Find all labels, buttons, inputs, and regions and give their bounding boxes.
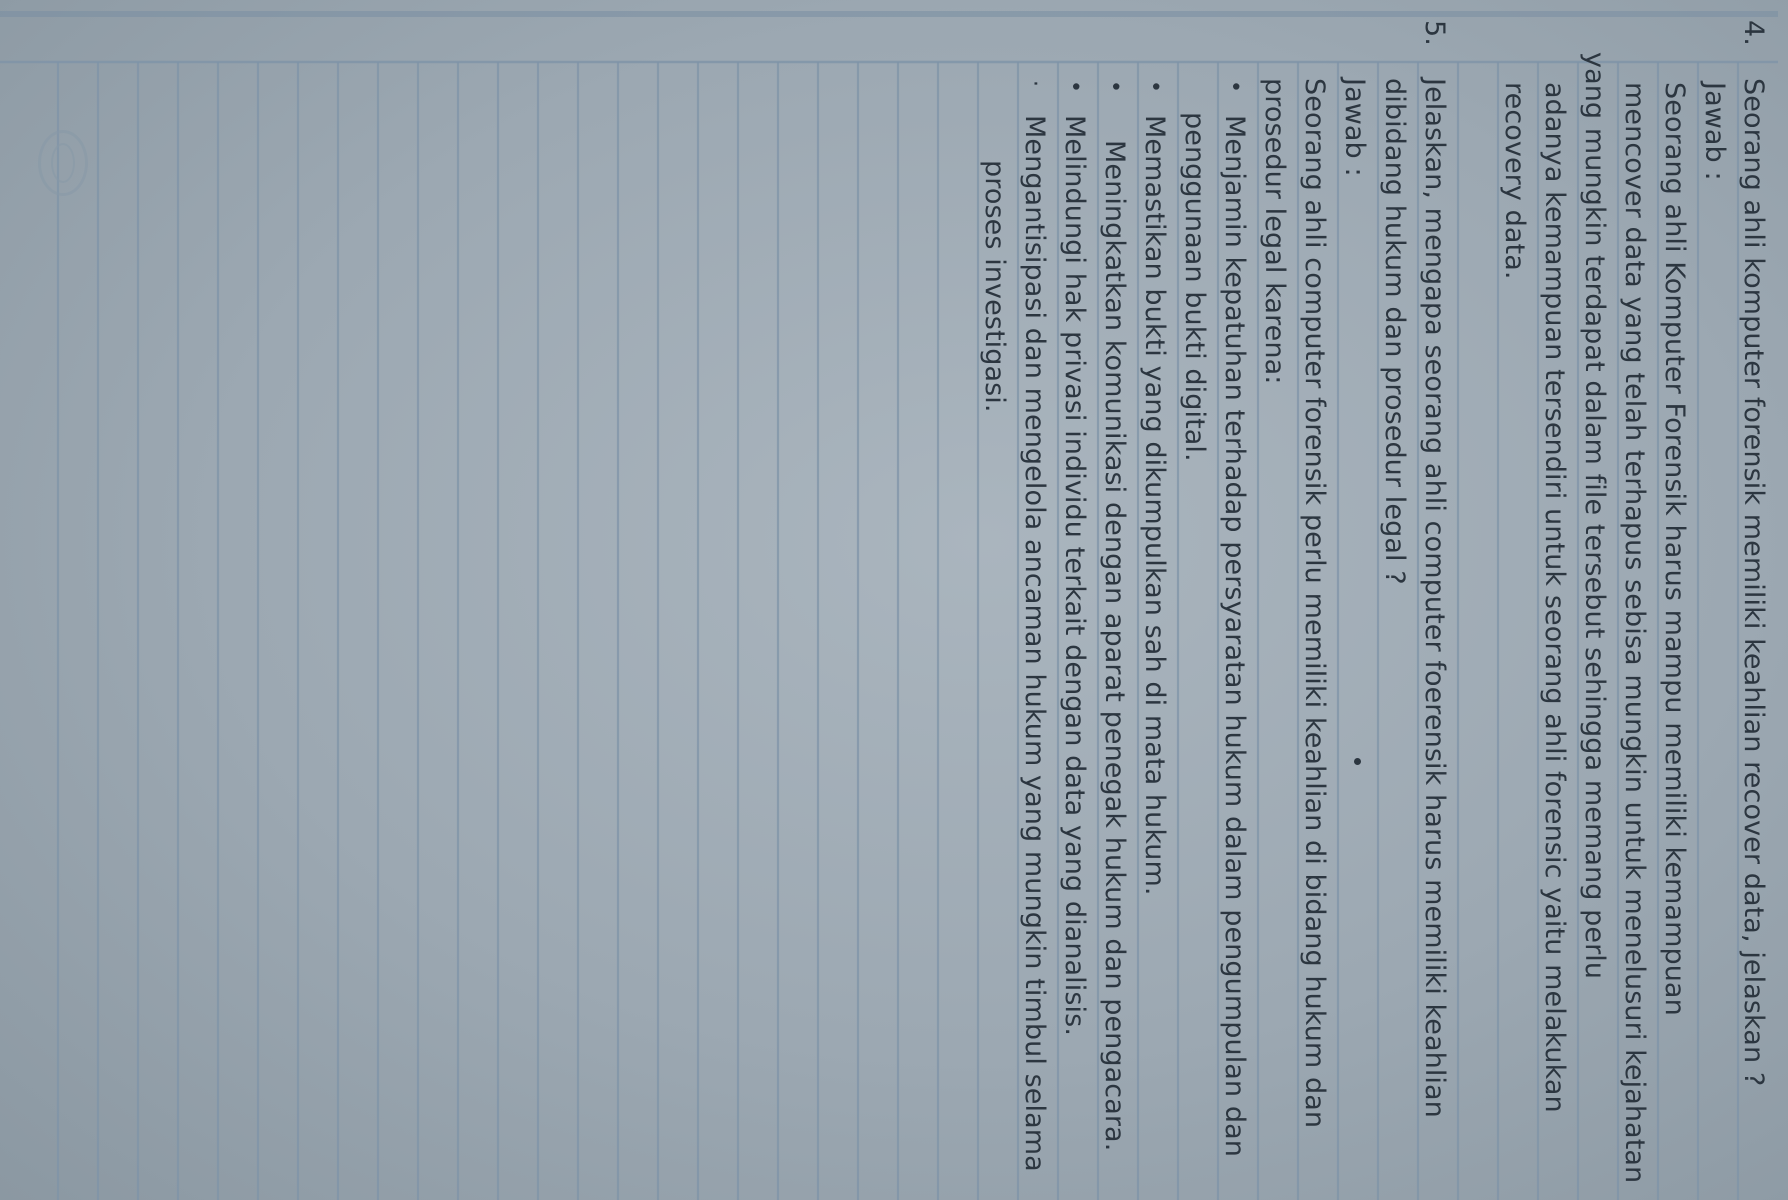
q4-question: Seorang ahli komputer forensik memiliki keahlian recover data, jelaskan ? [1738, 78, 1769, 1087]
bullet-text: Menjamin kepatuhan terhadap persyaratan hukum dalam pengumpulan dan [1219, 115, 1250, 1157]
bullet-text: penggunaan bukti digital. [1179, 112, 1210, 462]
bullet-dot-icon: • [1222, 80, 1247, 94]
q5-answer-line: prosedur legal karena: [1259, 78, 1290, 385]
q5-number: 5. [1419, 20, 1450, 46]
bullet-text: Memastikan bukti yang dikumpulkan sah di mata hukum. [1139, 115, 1170, 896]
publisher-logo-icon [38, 130, 88, 196]
bullet-dot-icon: • [1142, 80, 1167, 94]
bullet-dot-icon: • [1062, 80, 1087, 94]
q4-answer-line: Seorang ahli Komputer Forensik harus mampu memiliki kemampuan [1659, 82, 1690, 1016]
bullet-text: Meningkatkan komunikasi dengan aparat penegak hukum dan pengacara. [1099, 140, 1130, 1152]
q4-number: 4. [1738, 20, 1769, 46]
q4-answer-line: yang mungkin terdapat dalam file tersebut sehingga memang perlu [1579, 52, 1610, 980]
bullet-dot-icon: · [1022, 80, 1047, 88]
q5-question: Jelaskan, mengapa seorang ahli computer foerensik harus memiliki keahlian [1419, 78, 1450, 1118]
q4-answer-line: adanya kemampuan tersendiri untuk seorang ahli forensic yaitu melakukan [1539, 82, 1570, 1113]
bullet-text: Mengantisipasi dan mengelola ancaman hukum yang mungkin timbul selama [1019, 115, 1050, 1172]
q5-answer-label: Jawab : [1339, 78, 1370, 177]
q5-answer-line: Seorang ahli computer forensik perlu memiliki keahlian di bidang hukum dan [1299, 78, 1330, 1129]
ink-dot [1354, 758, 1361, 765]
q4-answer-line: mencover data yang telah terhapus sebisa mungkin untuk menelusuri kejahatan [1619, 82, 1650, 1184]
q4-answer-line: recovery data. [1499, 82, 1530, 280]
q4-answer-label: Jawab : [1699, 82, 1730, 181]
bullet-dot-icon: • [1102, 80, 1127, 94]
bullet-text: proses investigasi. [979, 160, 1010, 413]
bullet-text: Melindungi hak privasi individu terkait dengan data yang dianalisis. [1059, 115, 1090, 1037]
q5-question-line: dibidang hukum dan prosedur legal ? [1379, 78, 1410, 585]
